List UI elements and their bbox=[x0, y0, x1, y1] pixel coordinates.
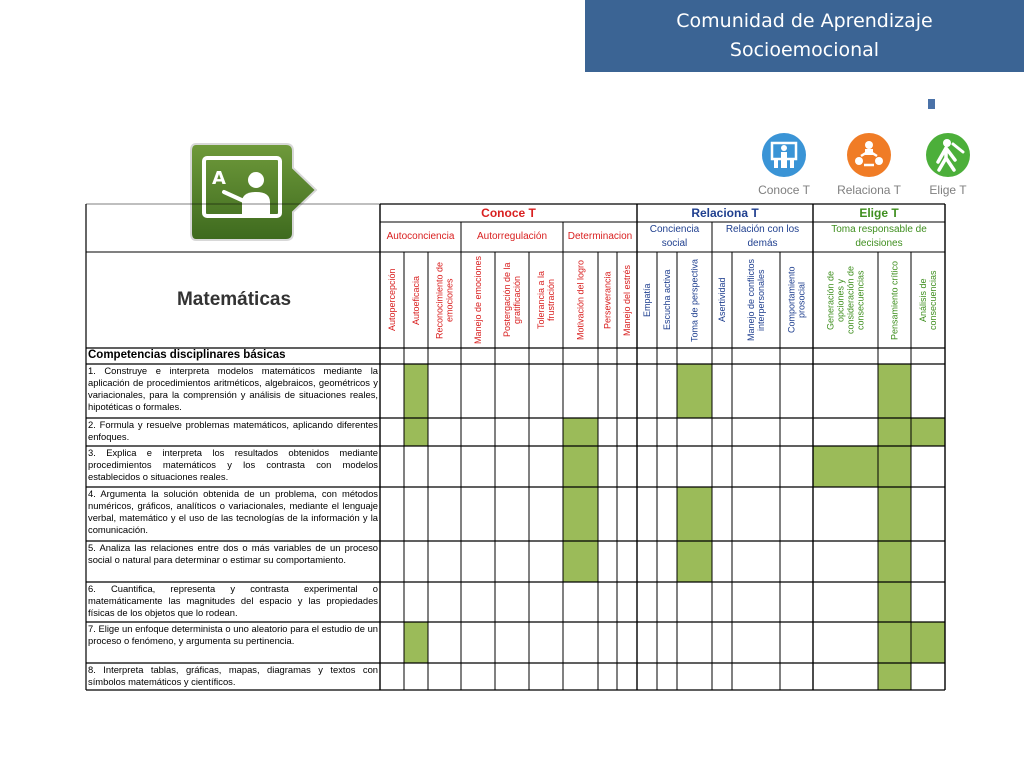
slide-title bbox=[585, 0, 1024, 72]
skill-header: Postergación de la gratificación bbox=[502, 262, 522, 338]
mark-cell bbox=[878, 663, 911, 690]
skill-header: Escucha activa bbox=[662, 269, 672, 331]
subgroup-header: Determinacion bbox=[567, 231, 633, 242]
mark-cell bbox=[878, 364, 911, 418]
skill-header: Manejo del estrés bbox=[622, 264, 632, 336]
skill-header: Empatía bbox=[642, 283, 652, 317]
mark-cell bbox=[911, 622, 945, 663]
mark-cell bbox=[878, 541, 911, 582]
subgroup-header: Toma responsable de decisiones bbox=[831, 224, 927, 249]
competency-row-text: 1. Construye e interpreta modelos matemáticos mediante la aplicación de procedimientos aritméticos, algebraicos, geométricos y variacionales, para la comprensión y análisis de situaciones reales, hipotéticas o formales. bbox=[88, 365, 378, 412]
mark-cell bbox=[563, 418, 598, 446]
brand-relaciona-t bbox=[829, 132, 909, 197]
skill-header: Comportamiento prosocial bbox=[786, 266, 807, 334]
group-header: Relaciona T bbox=[691, 206, 759, 220]
mark-cell bbox=[563, 446, 598, 487]
subject-title: Matemáticas bbox=[176, 289, 292, 310]
teacher-board-icon bbox=[190, 140, 320, 244]
skill-header: Manejo de emociones bbox=[473, 255, 483, 345]
mark-cell bbox=[677, 487, 712, 541]
slide-title-line1: Comunidad de Aprendizaje bbox=[676, 10, 933, 32]
competency-row-text: 7. Elige un enfoque determinista o uno aleatorio para el estudio de un proceso o fenómeno, y argumenta su pertinencia. bbox=[88, 623, 378, 646]
mark-cell bbox=[878, 487, 911, 541]
mark-cell bbox=[563, 487, 598, 541]
brand-conoce-t bbox=[744, 132, 824, 197]
subgroup-header: Relación con los demás bbox=[725, 224, 800, 249]
skill-header: Análisis de consecuencias bbox=[918, 270, 938, 330]
relaciona-t-icon bbox=[846, 132, 892, 178]
mark-cell bbox=[677, 364, 712, 418]
mark-cell bbox=[563, 541, 598, 582]
skill-header: Autoeficacia bbox=[411, 275, 421, 325]
brand-relaciona-t-label: Relaciona T bbox=[837, 183, 901, 197]
subgroup-header: Conciencia social bbox=[649, 224, 700, 249]
subgroup-header: Autoconciencia bbox=[386, 231, 455, 242]
mark-cell bbox=[878, 622, 911, 663]
competency-row-text: 4. Argumenta la solución obtenida de un problema, con métodos numéricos, gráficos, analíticos o variacionales, mediante el lenguaje verbal, matemático y el uso de las tecnologías de la información y la comunicación. bbox=[88, 488, 378, 535]
mark-cell bbox=[878, 418, 911, 446]
competency-row-text: 5. Analiza las relaciones entre dos o más variables de un proceso social o natural para determinar o estimar su comportamiento. bbox=[88, 542, 378, 565]
mark-cell bbox=[404, 418, 428, 446]
slide-title-line2: Socioemocional bbox=[729, 39, 880, 61]
skill-header: Generación de opciones y consideración de consecuencias bbox=[825, 265, 866, 335]
bullet-marker bbox=[928, 99, 935, 109]
group-header: Conoce T bbox=[481, 206, 536, 220]
skill-header: Reconocimiento de emociones bbox=[434, 261, 455, 339]
competency-row-text: 8. Interpreta tablas, gráficas, mapas, diagramas y textos con símbolos matemáticos y científicos. bbox=[88, 664, 378, 687]
skill-header: Toma de perspectiva bbox=[689, 258, 700, 342]
mark-cell bbox=[404, 364, 428, 418]
section-label: Competencias disciplinares básicas bbox=[88, 349, 286, 361]
conoce-t-icon bbox=[761, 132, 807, 178]
elige-t-icon bbox=[925, 132, 971, 178]
skill-header: Motivación del logro bbox=[575, 259, 586, 341]
competency-row-text: 3. Explica e interpreta los resultados obtenidos mediante procedimientos matemáticos y los contrasta con modelos establecidos o situaciones reales. bbox=[88, 447, 378, 482]
mark-cell bbox=[677, 541, 712, 582]
mark-cell bbox=[878, 446, 911, 487]
brand-elige-t bbox=[908, 132, 988, 197]
mark-cell bbox=[813, 446, 878, 487]
skill-header: Manejo de conflictos interpersonales bbox=[746, 258, 766, 342]
mark-cell bbox=[911, 418, 945, 446]
svg-text:A: A bbox=[212, 168, 226, 189]
subgroup-header: Autorregulación bbox=[476, 231, 548, 242]
mark-cell bbox=[878, 582, 911, 622]
brand-elige-t-label: Elige T bbox=[929, 183, 967, 197]
group-header: Elige T bbox=[859, 206, 899, 220]
skill-header: Tolerancia a la frustración bbox=[536, 270, 556, 330]
competency-row-text: 2. Formula y resuelve problemas matemáticos, aplicando diferentes enfoques. bbox=[88, 419, 378, 442]
brand-conoce-t-label: Conoce T bbox=[758, 183, 810, 197]
skill-header: Pensamiento crítico bbox=[889, 260, 900, 340]
skill-header: Perseverancia bbox=[602, 271, 613, 329]
mark-cell bbox=[404, 622, 428, 663]
competency-row-text: 6. Cuantifica, representa y contrasta experimental o matemáticamente las magnitudes del espacio y las propiedades físicas de los objetos que lo rodean. bbox=[88, 583, 378, 618]
skill-header: Asertividad bbox=[717, 277, 727, 323]
skill-header: Autopercepción bbox=[387, 268, 397, 332]
